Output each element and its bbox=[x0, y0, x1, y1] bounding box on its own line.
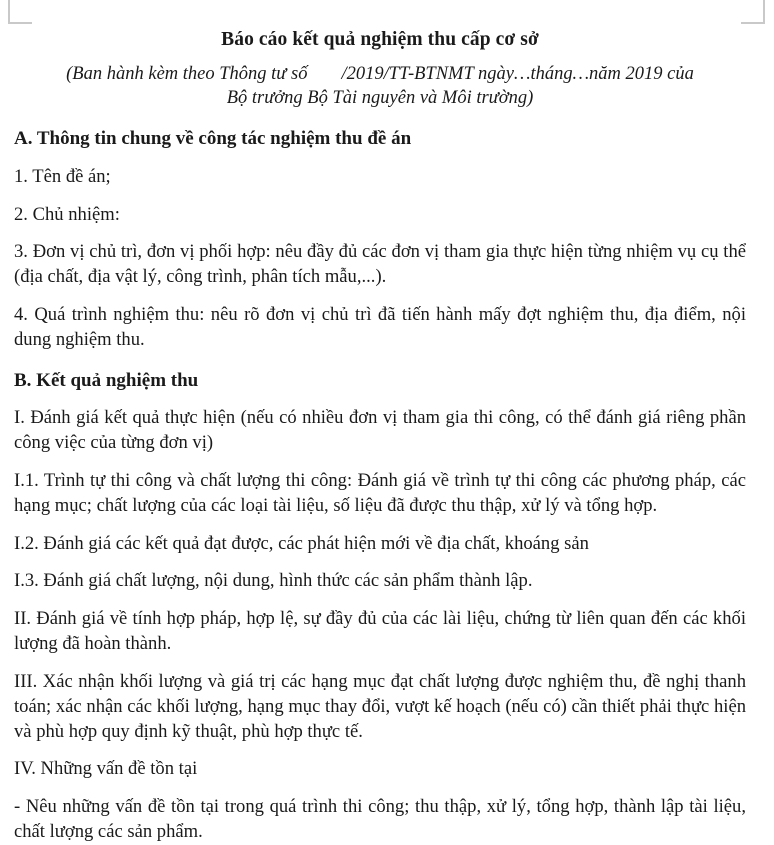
section-a-item-1: 1. Tên đề án; bbox=[14, 165, 111, 187]
section-b-item-ii: II. Đánh giá về tính hợp pháp, hợp lệ, sự đầy đủ của các lài liệu, chứng từ liên quan đến các khối lượng đã hoàn thành. bbox=[14, 608, 746, 655]
section-b-item-iii: III. Xác nhận khối lượng và giá trị các hạng mục đạt chất lượng được nghiệm thu, đề nghị thanh toán; xác nhận các khối lượng, hạng mục thay đổi, vượt kế hoạch (nếu có) cần thiết phải thực hiện và phù hợp quy định kỹ thuật, phù hợp thực tế. bbox=[14, 670, 746, 742]
subtitle-circular-number: /2019/TT-BTNMT ngày…tháng…năm 2019 của bbox=[341, 63, 694, 84]
subtitle-issuer: Bộ trưởng Bộ Tài nguyên và Môi trường) bbox=[226, 88, 534, 109]
section-heading-a: A. Thông tin chung về công tác nghiệm thu đề án bbox=[14, 128, 412, 150]
section-a-item-2: 2. Chủ nhiệm: bbox=[14, 203, 120, 225]
section-b-item-i-2: I.2. Đánh giá các kết quả đạt được, các phát hiện mới về địa chất, khoáng sản bbox=[14, 532, 589, 554]
section-a-item-4: 4. Quá trình nghiệm thu: nêu rõ đơn vị chủ trì đã tiến hành mấy đợt nghiệm thu, địa điểm, nội dung nghiệm thu. bbox=[14, 304, 746, 350]
section-b-item-i-1: I.1. Trình tự thi công và chất lượng thi công: Đánh giá về trình tự thi công các phương pháp, các hạng mục; chất lượng của các loại tài liệu, số liệu đã được thu thập, xử lý và tổng hợp. bbox=[14, 470, 746, 516]
subtitle-issue-text: (Ban hành kèm theo Thông tư số bbox=[66, 63, 308, 84]
section-a-item-3: 3. Đơn vị chủ trì, đơn vị phối hợp: nêu đầy đủ các đơn vị tham gia thực hiện từng nhiệm vụ cụ thể (địa chất, địa vật lý, công trình, phân tích mẫu,...). bbox=[14, 241, 746, 288]
section-heading-b: B. Kết quả nghiệm thu bbox=[14, 369, 199, 391]
page-title: Báo cáo kết quả nghiệm thu cấp cơ sở bbox=[221, 29, 539, 50]
document-body bbox=[14, 0, 746, 845]
section-b-item-i: I. Đánh giá kết quả thực hiện (nếu có nhiều đơn vị tham gia thi công, có thể đánh giá riêng phần công việc của từng đơn vị) bbox=[14, 407, 746, 454]
section-b-item-iv-note: - Nêu những vấn đề tồn tại trong quá trình thi công; thu thập, xử lý, tổng hợp, thành lập tài liệu, chất lượng các sản phẩm. bbox=[14, 796, 746, 842]
section-b-item-i-3: I.3. Đánh giá chất lượng, nội dung, hình thức các sản phẩm thành lập. bbox=[14, 570, 533, 592]
document-subtitle bbox=[14, 53, 746, 112]
section-b-item-iv: IV. Những vấn đề tồn tại bbox=[14, 758, 198, 780]
